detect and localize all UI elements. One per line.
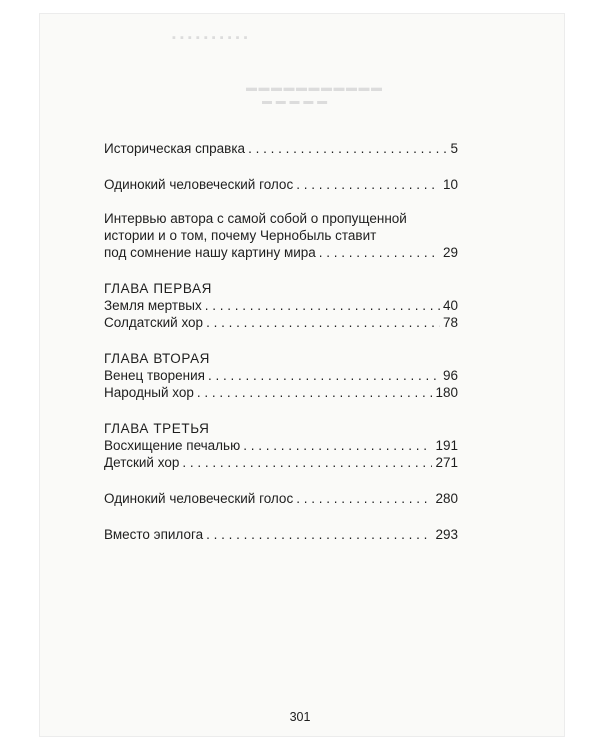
toc-entry-page: 293 — [435, 527, 458, 542]
toc-entry-title-line: Интервью автора с самой собой о пропущенной — [104, 211, 407, 226]
toc-entry-title-line: истории и о том, почему Чернобыль ставит — [104, 228, 377, 243]
toc-entry-page: 10 — [442, 177, 458, 192]
leader-dots — [243, 437, 432, 454]
toc-entry-title: Солдатский хор — [104, 315, 204, 330]
leader-dots — [205, 297, 440, 314]
toc-entry — [104, 140, 458, 157]
toc-entry-title-line: под сомнение нашу картину мира — [104, 245, 316, 260]
show-through-text: ▬ ▬ ▬ ▬ ▬ — [262, 96, 328, 107]
leader-dots — [182, 454, 432, 471]
chapter-2 — [104, 350, 458, 401]
toc-entry-page: 271 — [435, 455, 458, 470]
leader-dots — [197, 384, 433, 401]
toc-entry — [104, 176, 458, 193]
toc-entry-title: Вместо эпилога — [104, 527, 204, 542]
leader-dots — [208, 367, 440, 384]
leader-dots — [248, 140, 447, 157]
leader-dots — [319, 244, 440, 261]
leader-dots — [296, 176, 440, 193]
toc-entry-title: Венец творения — [104, 368, 205, 383]
leader-dots — [206, 314, 440, 331]
toc-entry-page: 280 — [435, 491, 458, 506]
toc-entry-page: 29 — [442, 245, 458, 260]
chapter-heading: ГЛАВА ТРЕТЬЯ — [104, 421, 210, 436]
toc-entry-page: 180 — [435, 385, 458, 400]
page-number: 301 — [289, 710, 311, 724]
toc-entry-page: 78 — [442, 315, 458, 330]
toc-entry-interview — [104, 210, 458, 261]
chapter-heading: ГЛАВА ПЕРВАЯ — [104, 281, 212, 296]
show-through-text: ▬▬▬▬▬▬▬▬▬▬▬ — [246, 82, 384, 94]
toc-entry-title: Детский хор — [104, 455, 180, 470]
toc-entry-page: 191 — [435, 438, 458, 453]
chapter-heading: ГЛАВА ВТОРАЯ — [104, 351, 211, 366]
chapter-1 — [104, 280, 458, 331]
toc-entry — [104, 490, 458, 507]
toc-entry-title: Восхищение печалью — [104, 438, 241, 453]
show-through-text: ▪ ▪ ▪ ▪ ▪ ▪ ▪ ▪ ▪ ▪ — [172, 32, 248, 44]
toc-entry-title: Земля мертвых — [104, 298, 202, 313]
leader-dots — [206, 526, 432, 543]
toc-entry — [104, 526, 458, 543]
toc-entry-page: 5 — [450, 141, 458, 156]
toc-entry-title: Народный хор — [104, 385, 194, 400]
toc-entry-title: Одинокий человеческий голос — [104, 491, 294, 506]
toc-entry-title: Одинокий человеческий голос — [104, 177, 294, 192]
leader-dots — [296, 490, 432, 507]
toc-entry-title: Историческая справка — [104, 141, 246, 156]
chapter-3 — [104, 420, 458, 471]
toc-entry-page: 96 — [442, 368, 458, 383]
toc-entry-page: 40 — [442, 298, 458, 313]
